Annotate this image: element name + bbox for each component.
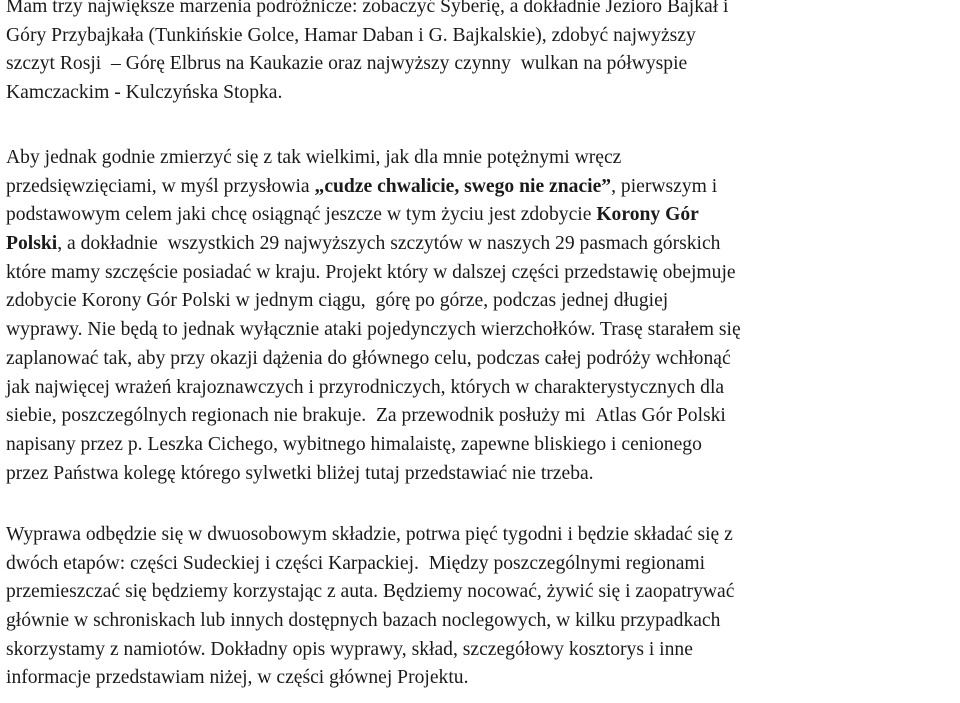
text-line — [6, 201, 958, 230]
text-line: informacje przedstawiam niżej, w części głównej Projektu. — [6, 667, 469, 689]
text-line: Mam trzy największe marzenia podróżnicze: zobaczyć Syberię, a dokładnie Jezioro Bajkał i — [6, 0, 729, 17]
text-line — [6, 230, 958, 259]
text-line: przez Państwa kolegę którego sylwetki bliżej tutaj przedstawiać nie trzeba. — [6, 462, 594, 484]
text-line: Wyprawa odbędzie się w dwuosobowym składzie, potrwa pięć tygodni i będzie składać się z — [6, 524, 733, 545]
text-line: Góry Przybajkała (Tunkińskie Golce, Hamar Daban i G. Bajkalskie), zdobyć najwyższy — [6, 24, 696, 46]
text-segment: , pierwszym i — [611, 175, 718, 197]
paragraph-korona-gor-polski — [6, 144, 958, 488]
text-line: które mamy szczęście posiadać w kraju. Projekt który w dalszej części przedstawię obejmuje — [6, 261, 736, 283]
proverb-bold: „cudze chwalicie, swego nie znacie” — [314, 175, 612, 197]
text-segment: , a dokładnie wszystkich 29 najwyższych szczytów w naszych 29 pasmach górskich — [57, 233, 721, 255]
text-segment: przedsięwzięciami, w myśl przysłowia — [6, 175, 315, 197]
text-line — [6, 173, 958, 202]
text-line: wyprawy. Nie będą to jednak wyłącznie ataki pojedynczych wierzchołków. Trasę starałem się — [6, 319, 741, 341]
text-segment: podstawowym celem jaki chcę osiągnąć jeszcze w tym życiu jest zdobycie — [6, 204, 597, 226]
paragraph-travel-dreams — [6, 0, 958, 108]
text-line: skorzystamy z namiotów. Dokładny opis wyprawy, skład, szczegółowy kosztorys i inne — [6, 638, 693, 660]
text-line: Kamczackim - Kulczyńska Stopka. — [6, 82, 283, 104]
text-line: zaplanować tak, aby przy okazji dążenia do głównego celu, podczas całej podróży wchłonąć — [6, 347, 731, 369]
text-line: napisany przez p. Leszka Cichego, wybitnego himalaistę, zapewne bliskiego i cenionego — [6, 433, 702, 455]
text-line: dwóch etapów: części Sudeckiej i części Karpackiej. Między poszczególnymi regionami — [6, 552, 706, 574]
text-line: zdobycie Korony Gór Polski w jednym ciągu, górę po górze, podczas jednej długiej — [6, 290, 669, 312]
polski-bold: Polski — [6, 233, 58, 255]
text-line: przemieszczać się będziemy korzystając z auta. Będziemy nocować, żywić się i zaopatrywać — [6, 581, 735, 603]
text-line: jak najwięcej wrażeń krajoznawczych i przyrodniczych, których w charakterystycznych dla — [6, 376, 725, 398]
text-line: siebie, poszczególnych regionach nie brakuje. Za przewodnik posłuży mi Atlas Gór Polski — [6, 405, 726, 427]
text-line: szczyt Rosji – Górę Elbrus na Kaukazie oraz najwyższy czynny wulkan na półwyspie — [6, 53, 688, 75]
text-line: Aby jednak godnie zmierzyć się z tak wielkimi, jak dla mnie potężnymi wręcz — [6, 147, 622, 168]
text-line: głównie w schroniskach lub innych dostępnych bazach noclegowych, w kilku przypadkach — [6, 610, 721, 632]
paragraph-expedition-plan — [6, 521, 958, 693]
korona-gor-bold: Korony Gór — [596, 204, 699, 226]
